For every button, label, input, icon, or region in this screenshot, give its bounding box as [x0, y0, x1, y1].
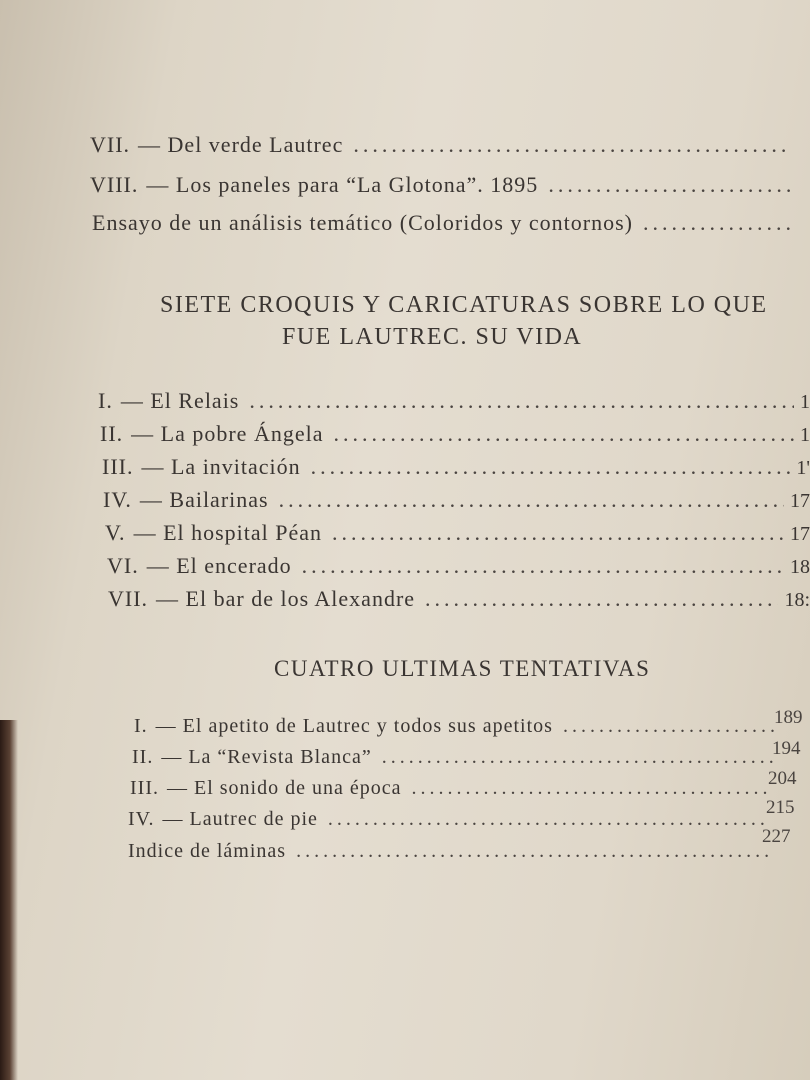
page-number: 227 — [762, 826, 791, 847]
toc-entry — [128, 808, 768, 831]
dot-leader — [249, 388, 794, 414]
toc-entry — [92, 210, 792, 236]
entry-title: — El Relais — [120, 388, 240, 413]
entry-title: — Lautrec de pie — [162, 808, 318, 830]
dot-leader — [296, 840, 768, 863]
entry-title: Ensayo de un análisis temático (Coloridos y contornos) — [92, 210, 633, 235]
entry-title: — El encerado — [146, 553, 292, 578]
entry-number: V. — [105, 520, 126, 545]
page-number: 18: — [784, 589, 810, 611]
page-number: 1 — [800, 391, 810, 413]
entry-number: III. — [102, 454, 134, 479]
dot-leader — [311, 454, 791, 480]
entry-number: I. — [134, 715, 148, 737]
page-number: 215 — [766, 797, 795, 818]
page-number: 1' — [796, 457, 810, 479]
entry-number: VII. — [90, 132, 131, 157]
dot-leader — [411, 777, 770, 800]
section-heading: CUATRO ULTIMAS TENTATIVAS — [274, 656, 651, 681]
dot-leader — [548, 172, 790, 198]
dot-leader — [643, 210, 792, 236]
dot-leader — [382, 746, 776, 769]
dot-leader — [353, 132, 790, 158]
entry-title: — La pobre Ángela — [131, 421, 324, 446]
toc-entry — [90, 172, 790, 198]
entry-number: VII. — [108, 586, 149, 611]
section-heading: SIETE CROQUIS Y CARICATURAS SOBRE LO QUE — [160, 292, 768, 318]
toc-entry — [108, 586, 810, 612]
entry-title: — El bar de los Alexandre — [156, 586, 416, 611]
entry-title: — Bailarinas — [139, 487, 269, 512]
toc-entry — [105, 520, 810, 546]
entry-title: — Del verde Lautrec — [138, 132, 344, 157]
section-heading: FUE LAUTREC. SU VIDA — [282, 324, 583, 350]
page-number: 17 — [790, 523, 810, 545]
dot-leader — [332, 520, 784, 546]
entry-title: — La “Revista Blanca” — [161, 746, 372, 768]
toc-entry — [98, 388, 810, 414]
entry-number: I. — [98, 388, 113, 413]
dot-leader — [563, 715, 774, 738]
dot-leader — [328, 808, 768, 831]
entry-number: VI. — [107, 553, 139, 578]
entry-number: II. — [132, 746, 154, 768]
toc-entry — [103, 487, 810, 513]
page-number: 194 — [772, 738, 801, 759]
entry-number: III. — [130, 777, 159, 799]
entry-number: VIII. — [90, 172, 139, 197]
entry-title: — El apetito de Lautrec y todos sus apetitos — [155, 715, 553, 737]
page-number: 189 — [774, 707, 803, 728]
page-edge-shadow — [0, 720, 18, 1080]
toc-entry — [128, 840, 768, 863]
entry-title: Indice de láminas — [128, 840, 287, 862]
toc-entry — [107, 553, 810, 579]
toc-entry — [100, 421, 810, 447]
entry-number: II. — [100, 421, 124, 446]
dot-leader — [333, 421, 794, 447]
toc-entry — [130, 777, 770, 800]
page-number: 17 — [790, 490, 810, 512]
entry-title: — Los paneles para “La Glotona”. 1895 — [146, 172, 539, 197]
entry-title: — El hospital Péan — [133, 520, 323, 545]
toc-entry — [102, 454, 810, 480]
entry-title: — El sonido de una época — [166, 777, 402, 799]
entry-number: IV. — [103, 487, 132, 512]
toc-entry — [90, 132, 790, 158]
toc-entry — [132, 746, 776, 769]
dot-leader — [279, 487, 784, 513]
dot-leader — [302, 553, 784, 579]
dot-leader — [425, 586, 778, 612]
page-number: 18 — [790, 556, 810, 578]
page-number: 1 — [800, 424, 810, 446]
entry-title: — La invitación — [141, 454, 301, 479]
entry-number: IV. — [128, 808, 155, 830]
toc-entry — [134, 715, 774, 738]
page-number: 204 — [768, 768, 797, 789]
